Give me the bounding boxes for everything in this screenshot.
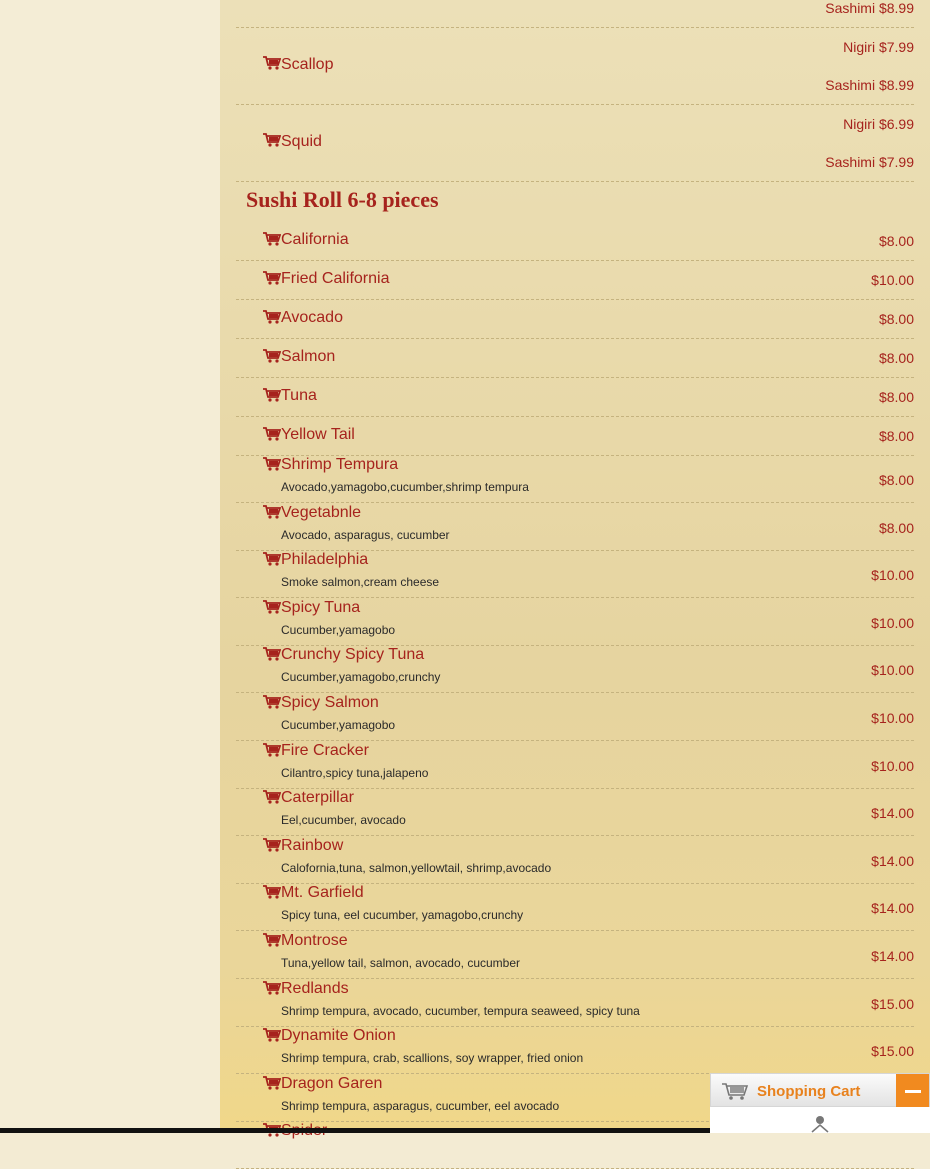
item-description: Cucumber,yamagobo — [281, 718, 396, 732]
item-price[interactable]: $8.00 — [878, 472, 914, 488]
menu-item-row — [236, 222, 914, 261]
menu-item-row — [236, 551, 914, 598]
item-price[interactable]: $14.00 — [871, 948, 914, 964]
add-to-cart-icon[interactable] — [263, 1076, 281, 1090]
cart-icon — [721, 1082, 749, 1100]
menu-item-row — [236, 0, 914, 28]
item-name[interactable]: Squid — [281, 133, 322, 150]
item-description: Avocado,yamagobo,cucumber,shrimp tempura — [281, 480, 529, 494]
add-to-cart-icon[interactable] — [263, 232, 281, 246]
add-to-cart-icon[interactable] — [263, 600, 281, 614]
item-name[interactable]: Scallop — [281, 56, 334, 73]
item-name[interactable]: Crunchy Spicy Tuna — [281, 646, 425, 664]
add-to-cart-icon[interactable] — [263, 133, 281, 147]
item-name[interactable]: Mt. Garfield — [281, 884, 364, 902]
item-description: Calofornia,tuna, salmon,yellowtail, shrimp,avocado — [281, 860, 552, 875]
item-price[interactable]: $14.00 — [871, 805, 914, 822]
item-description: Spicy tuna, eel cucumber, yamagobo,crunchy — [281, 908, 524, 923]
item-name[interactable]: Dynamite Onion — [281, 1027, 396, 1045]
item-name[interactable]: Philadelphia — [281, 551, 369, 569]
item-description: Cilantro,spicy tuna,jalapeno — [281, 765, 429, 780]
menu-item-row — [236, 300, 914, 339]
menu-item-row — [236, 417, 914, 456]
item-price[interactable]: $8.00 — [878, 519, 914, 536]
left-sidebar — [0, 0, 220, 1133]
item-price[interactable]: $10.00 — [871, 272, 914, 288]
menu-item-row — [236, 339, 914, 378]
item-description: Tuna,yellow tail, salmon, avocado, cucumber — [281, 956, 521, 970]
menu-item-row — [236, 646, 914, 693]
item-name[interactable]: Caterpillar — [281, 789, 354, 807]
menu-item-row — [236, 599, 914, 646]
item-name[interactable]: Yellow Tail — [281, 426, 355, 443]
menu-content — [220, 0, 930, 1133]
item-name[interactable]: California — [281, 231, 349, 248]
add-to-cart-icon[interactable] — [263, 56, 281, 70]
item-description: Shrimp tempura, asparagus, cucumber, eel avocado — [281, 1098, 560, 1113]
add-to-cart-icon[interactable] — [263, 388, 281, 402]
add-to-cart-icon[interactable] — [263, 552, 281, 566]
item-price[interactable]: $10.00 — [871, 614, 914, 631]
item-price[interactable]: $10.00 — [871, 662, 914, 679]
item-name[interactable]: Vegetabnle — [281, 503, 362, 521]
section-title: Sushi Roll 6-8 pieces — [246, 187, 439, 212]
item-description: Shrimp tempura, avocado, cucumber, tempura seaweed, spicy tuna — [281, 1003, 640, 1018]
item-price[interactable]: $10.00 — [871, 567, 914, 584]
add-to-cart-icon[interactable] — [263, 838, 281, 852]
shopping-cart-widget[interactable] — [710, 1073, 930, 1133]
item-price[interactable]: $8.00 — [878, 350, 914, 366]
item-description: Cucumber,yamagobo,crunchy — [281, 670, 441, 685]
item-name[interactable]: Salmon — [281, 348, 336, 365]
item-price[interactable]: $10.00 — [871, 757, 914, 774]
item-name[interactable]: Montrose — [281, 932, 348, 949]
item-description: Eel,cucumber, avocado — [281, 813, 406, 828]
item-price[interactable]: $8.00 — [878, 311, 914, 327]
item-name[interactable]: Tuna — [281, 387, 317, 404]
item-name[interactable]: Fried California — [281, 270, 390, 287]
add-to-cart-icon[interactable] — [263, 695, 281, 709]
item-price[interactable]: $8.00 — [878, 233, 914, 249]
add-to-cart-icon[interactable] — [263, 310, 281, 324]
shopping-cart-title: Shopping Cart — [757, 1083, 861, 1100]
item-description: Shrimp tempura, crab, scallions, soy wrapper, fried onion — [281, 1051, 584, 1066]
item-name[interactable]: Spicy Tuna — [281, 598, 361, 616]
item-description: Avocado, asparagus, cucumber — [281, 527, 450, 542]
add-to-cart-icon[interactable] — [263, 349, 281, 363]
menu-item-row — [236, 105, 914, 182]
item-price[interactable]: $14.00 — [871, 852, 914, 869]
item-price-sashimi[interactable]: Sashimi $7.99 — [825, 154, 914, 170]
item-price-nigiri[interactable]: Nigiri $7.99 — [843, 39, 914, 55]
item-price-nigiri[interactable]: Nigiri $6.99 — [843, 116, 914, 132]
shopping-cart-header[interactable] — [710, 1073, 930, 1107]
add-to-cart-icon[interactable] — [263, 790, 281, 804]
add-to-cart-icon[interactable] — [263, 271, 281, 285]
add-to-cart-icon[interactable] — [263, 933, 281, 947]
add-to-cart-icon[interactable] — [263, 743, 281, 757]
item-price[interactable]: $14.00 — [871, 900, 914, 917]
item-price[interactable]: $8.00 — [878, 389, 914, 405]
menu-item-row — [236, 694, 914, 741]
item-price[interactable]: $8.00 — [878, 428, 914, 444]
add-to-cart-icon[interactable] — [263, 457, 281, 471]
item-price-sashimi[interactable]: Sashimi $8.99 — [825, 77, 914, 93]
item-description: Smoke salmon,cream cheese — [281, 575, 440, 590]
add-to-cart-icon[interactable] — [263, 427, 281, 441]
add-to-cart-icon[interactable] — [263, 885, 281, 899]
item-price[interactable]: $10.00 — [871, 710, 914, 726]
menu-item-row — [236, 456, 914, 503]
item-name[interactable]: Avocado — [281, 309, 343, 326]
menu-item-row — [236, 742, 914, 789]
shopping-cart-body — [710, 1107, 930, 1133]
add-to-cart-icon[interactable] — [263, 647, 281, 661]
menu-item-row — [236, 884, 914, 931]
item-name[interactable]: Shrimp Tempura — [281, 456, 399, 473]
menu-item-row — [236, 1027, 914, 1074]
add-to-cart-icon[interactable] — [263, 1028, 281, 1042]
menu-item-row — [236, 378, 914, 417]
menu-item-row — [236, 28, 914, 105]
item-name[interactable]: Spicy Salmon — [281, 694, 379, 711]
menu-item-row — [236, 789, 914, 836]
item-name[interactable]: Redlands — [281, 979, 349, 997]
add-to-cart-icon[interactable] — [263, 505, 281, 519]
chevron-up-icon[interactable] — [810, 1115, 830, 1133]
item-name[interactable]: Rainbow — [281, 836, 344, 854]
item-name[interactable]: Dragon Garen — [281, 1074, 383, 1092]
minus-icon — [905, 1090, 921, 1093]
item-name[interactable]: Fire Cracker — [281, 741, 370, 759]
minimize-button[interactable] — [896, 1074, 929, 1108]
menu-item-row — [236, 261, 914, 300]
menu-item-row — [236, 932, 914, 979]
menu-item-row — [236, 504, 914, 551]
item-description: Cucumber,yamagobo — [281, 622, 396, 637]
add-to-cart-icon[interactable] — [263, 981, 281, 995]
menu-item-row — [236, 980, 914, 1027]
item-price[interactable]: $15.00 — [871, 995, 914, 1012]
menu-item-row — [236, 837, 914, 884]
item-price-sashimi[interactable]: Sashimi $8.99 — [825, 0, 914, 16]
item-price[interactable]: $15.00 — [871, 1043, 914, 1060]
